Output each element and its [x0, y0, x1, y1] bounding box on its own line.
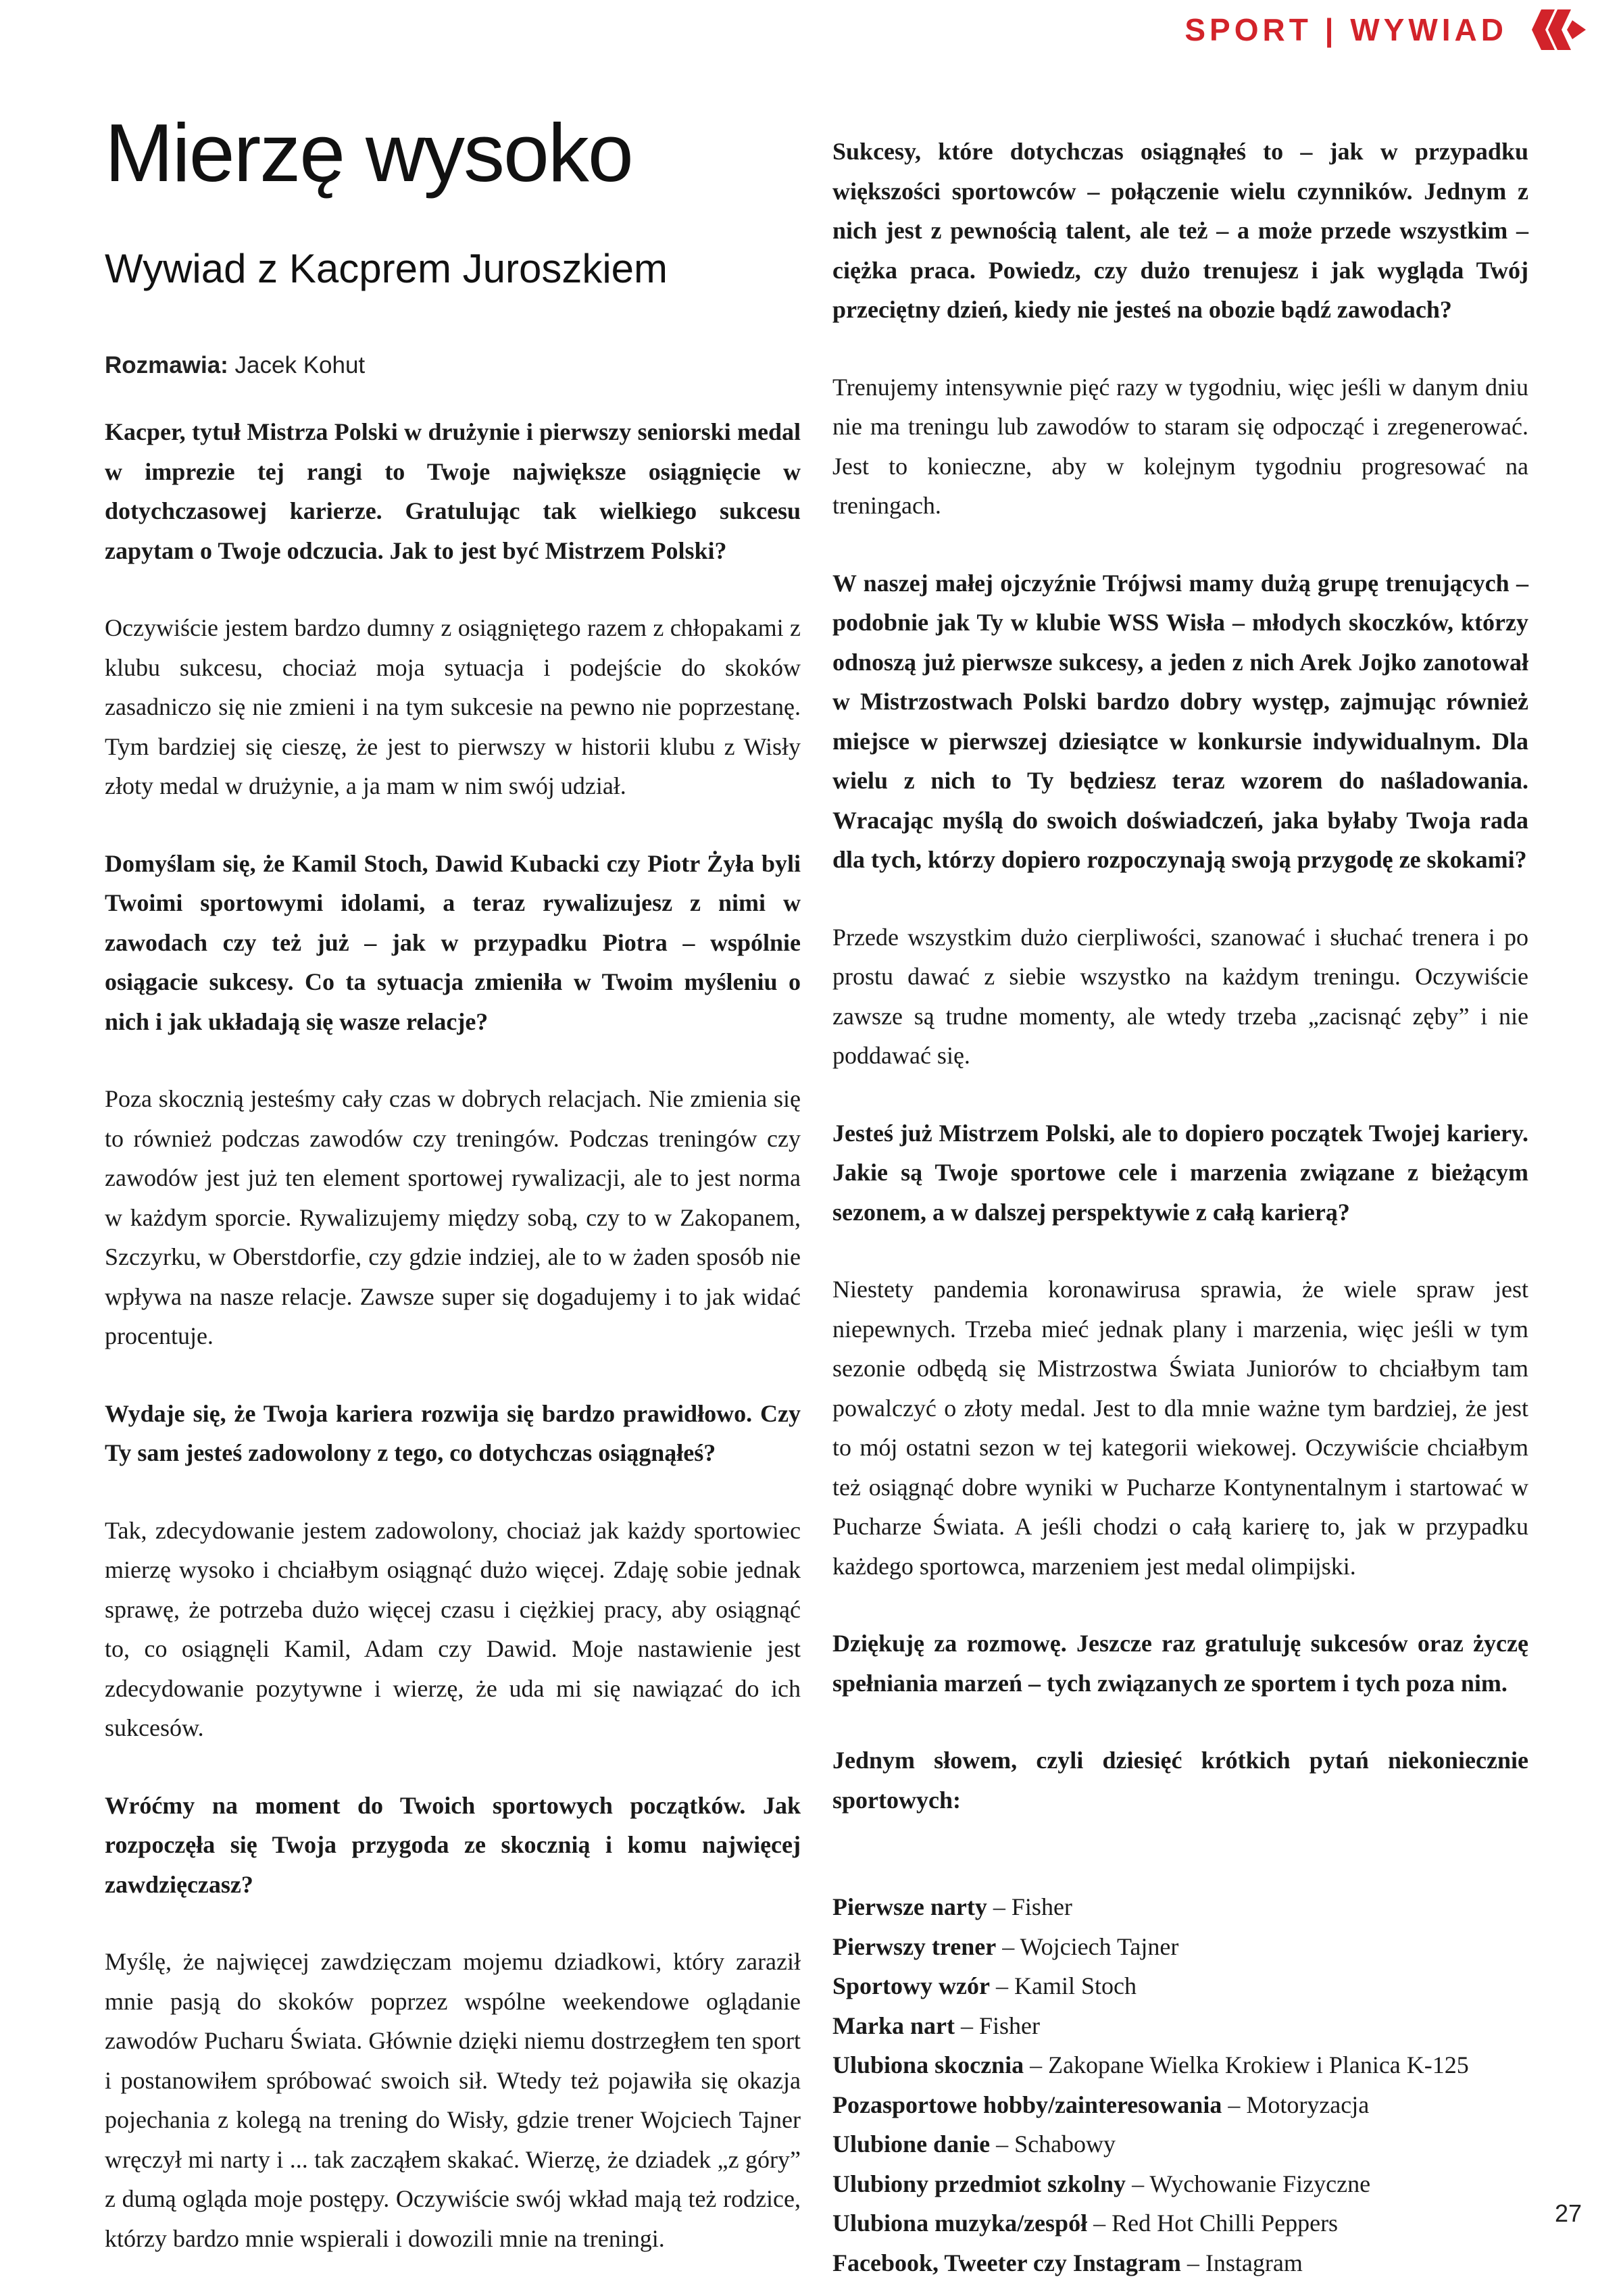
- quick-questions-intro: Jednym słowem, czyli dziesięć krótkich pytań niekoniecznie sportowych:: [832, 1747, 1528, 1814]
- interview-answer: Myślę, że najwięcej zawdzięczam mojemu dziadkowi, który zaraził mnie pasją do skoków poprzez wspólne weekendowe oglądanie zawodów Pucharu Świata. Głównie dzięki niemu dostrzegłem ten sport i postanowiłem spróbować swoich sił. Wtedy też pojawiła się okazja pojechania z kolegą na trening do Wisły, gdzie trener Wojciech Tajner wręczył mi narty i ... tak zacząłem skakać. Wierzę, że dziadek „z góry” z dumą ogląda moje postępy. Oczywiście swój wkład mają też rodzice, którzy bardzo mnie wspierali i dowozili mnie na treningi.: [105, 1948, 801, 2252]
- quick-question-item: [832, 2124, 1528, 2164]
- interview-answer: Przede wszystkim dużo cierpliwości, szanować i słuchać trenera i po prostu dawać z siebie wszystko na każdym treningu. Oczywiście zawsze są trudne momenty, ale wtedy trzeba „zacisnąć zęby” i nie poddawać się.: [832, 923, 1528, 1069]
- quick-question-key: Ulubiony przedmiot szkolny: [832, 2170, 1126, 2197]
- left-text-flow: [105, 412, 801, 2296]
- quick-question-key: Ulubiona muzyka/zespół: [832, 2210, 1088, 2237]
- byline: [105, 352, 365, 379]
- page-number: 27: [1554, 2199, 1582, 2227]
- section-label: SPORT | WYWIAD: [1184, 12, 1507, 47]
- interview-answer: Niestety pandemia koronawirusa sprawia, że wiele spraw jest niepewnych. Trzeba mieć jednak plany i marzenia, więc jeśli w tym sezonie odbędą się Mistrzostwa Świata Juniorów to chciałbym tam powalczyć o złoty medal. Jest to dla mnie ważne tym bardziej, że jest to mój ostatni sezon w tej kategorii wiekowej. Oczywiście chciałbym też osiągnąć dobre wyniki w Pucharze Kontynentalnym i startować w Pucharze Świata. A jeśli chodzi o całą karierę to, jak w przypadku każdego sportowca, marzeniem jest medal olimpijski.: [832, 1276, 1528, 1580]
- quick-question-value: – Instagram: [1180, 2249, 1303, 2276]
- quick-question-item: [832, 1927, 1528, 1967]
- quick-question-key: Facebook, Tweeter czy Instagram: [832, 2249, 1181, 2276]
- closing-thanks: Dziękuję za rozmowę. Jeszcze raz gratuluję sukcesów oraz życzę spełniania marzeń – tych związanych ze sportem i tych poza nim.: [832, 1630, 1528, 1697]
- interview-answer: Trenujemy intensywnie pięć razy w tygodniu, więc jeśli w danym dniu nie ma treningu lub zawodów to staram się odpocząć i zregenerować. Jest to konieczne, aby w kolejnym tygodniu progresować na treningach.: [832, 373, 1528, 519]
- quick-question-item: [832, 2243, 1528, 2283]
- interview-answer: Oczywiście jestem bardzo dumny z osiągniętego razem z chłopakami z klubu sukcesu, chociaż moja sytuacja i podejście do skoków zasadniczo się nie zmieni i na tym sukcesie na pewno nie poprzestanę. Tym bardziej się cieszę, że jest to pierwszy w historii klubu z Wisły złoty medal w drużynie, a ja mam w nim swój udział.: [105, 614, 801, 799]
- interview-answer: Poza skocznią jesteśmy cały czas w dobrych relacjach. Nie zmienia się to również podczas zawodów czy treningów. Podczas treningów czy zawodów jest już ten element sportowej rywalizacji, ale to jest norma w każdym sporcie. Rywalizujemy między sobą, czy to w Zakopanem, Szczyrku, w Oberstdorfie, czy gdzie indziej, ale to w żaden sposób nie wpływa na nasze relacje. Zawsze super się dogadujemy i to jak widać procentuje.: [105, 1085, 801, 1349]
- quick-question-value: – Wojciech Tajner: [996, 1932, 1179, 1960]
- quick-question-item: [832, 2203, 1528, 2243]
- quick-question-value: – Fisher: [987, 1893, 1072, 1920]
- quick-question-value: – Motoryzacja: [1222, 2091, 1370, 2118]
- article-title: Mierzę wysoko: [105, 107, 632, 199]
- interview-question: W naszej małej ojczyźnie Trójwsi mamy dużą grupę trenujących – podobnie jak Ty w klubie WSS Wisła – młodych skoczków, którzy odnoszą już pierwsze sukcesy, a jeden z nich Arek Jojko zanotował w Mistrzostwach Polski bardzo dobry występ, zajmując również miejsce w pierwszej dziesiątce w konkursie indywidualnym. Dla wielu z nich to Ty będziesz teraz wzorem do naśladowania. Wracając myślą do swoich doświadczeń, jaka byłaby Twoja rada dla tych, którzy dopiero rozpoczynają swoją przygodę ze skokami?: [832, 569, 1528, 873]
- interview-question: Jesteś już Mistrzem Polski, ale to dopiero początek Twojej kariery. Jakie są Twoje sportowe cele i marzenia związane z bieżącym sezonem, a w dalszej perspektywie z całą karierą?: [832, 1119, 1528, 1226]
- logo-mark-icon: [1525, 8, 1587, 51]
- quick-question-item: [832, 2164, 1528, 2204]
- quick-question-value: – Zakopane Wielka Krokiew i Planica K-125: [1024, 2051, 1469, 2078]
- article-subtitle: Wywiad z Kacprem Juroszkiem: [105, 246, 668, 291]
- byline-label: Rozmawia:: [105, 352, 228, 378]
- interview-question: Wróćmy na moment do Twoich sportowych początków. Jak rozpoczęła się Twoja przygoda ze skocznią i komu najwięcej zawdzięczasz?: [105, 1791, 801, 1898]
- quick-question-item: [832, 2045, 1528, 2085]
- quick-question-item: [832, 1887, 1528, 1927]
- quick-question-item: [832, 1966, 1528, 2006]
- right-text-flow: [832, 132, 1528, 2282]
- quick-question-value: – Fisher: [954, 2012, 1040, 2039]
- interview-answer: Tak, zdecydowanie jestem zadowolony, chociaż jak każdy sportowiec mierzę wysoko i chciałbym osiągnąć dużo więcej. Zdaję sobie jednak sprawę, że potrzeba dużo więcej czasu i ciężkiej pracy, aby osiągnąć to, co osiągnęli Kamil, Adam czy Dawid. Moje nastawienie jest zdecydowanie pozytywne i wierzę, że uda mi się nawiązać do ich sukcesów.: [105, 1516, 801, 1741]
- interview-question: Domyślam się, że Kamil Stoch, Dawid Kubacki czy Piotr Żyła byli Twoimi sportowymi idolami, a teraz rywalizujesz z nimi w zawodach czy też już – jak w przypadku Piotra – wspólnie osiągacie sukcesy. Co ta sytuacja zmieniła w Twoim myśleniu o nich i jak układają się wasze relacje?: [105, 849, 801, 1035]
- quick-question-key: Marka nart: [832, 2012, 955, 2039]
- quick-question-item: [832, 2006, 1528, 2046]
- interview-question: Wydaje się, że Twoja kariera rozwija się bardzo prawidłowo. Czy Ty sam jesteś zadowolony z tego, co dotychczas osiągnąłeś?: [105, 1399, 801, 1466]
- quick-question-key: Pierwszy trener: [832, 1932, 997, 1960]
- interview-question: Sukcesy, które dotychczas osiągnąłeś to – jak w przypadku większości sportowców – połączenie wielu czynników. Jednym z nich jest z pewnością talent, ale też – a może przede wszystkim – ciężka praca. Powiedz, czy dużo trenujesz i jak wygląda Twój przeciętny dzień, kiedy nie jesteś na obozie bądź zawodach?: [832, 138, 1528, 323]
- quick-question-value: – Red Hot Chilli Peppers: [1087, 2210, 1339, 2237]
- interview-question: Kacper, tytuł Mistrza Polski w drużynie i pierwszy seniorski medal w imprezie tej rangi to Twoje największe osiągnięcie w dotychczasowej karierze. Gratulując tak wielkiego sukcesu zapytam o Twoje odczucia. Jak to jest być Mistrzem Polski?: [105, 418, 801, 564]
- page-header: [1184, 9, 1587, 50]
- quick-question-key: Pierwsze narty: [832, 1893, 987, 1920]
- quick-question-item: [832, 2085, 1528, 2125]
- quick-question-value: – Wychowanie Fizyczne: [1126, 2170, 1371, 2197]
- quick-question-key: Pozasportowe hobby/zainteresowania: [832, 2091, 1222, 2118]
- quick-question-key: Ulubiona skocznia: [832, 2051, 1024, 2078]
- quick-question-key: Ulubione danie: [832, 2130, 991, 2157]
- byline-name: Jacek Kohut: [228, 352, 366, 378]
- quick-question-key: Sportowy wzór: [832, 1972, 990, 1999]
- quick-question-value: – Schabowy: [990, 2130, 1116, 2157]
- quick-question-value: – Kamil Stoch: [989, 1972, 1137, 1999]
- quick-questions-list: [832, 1887, 1528, 2282]
